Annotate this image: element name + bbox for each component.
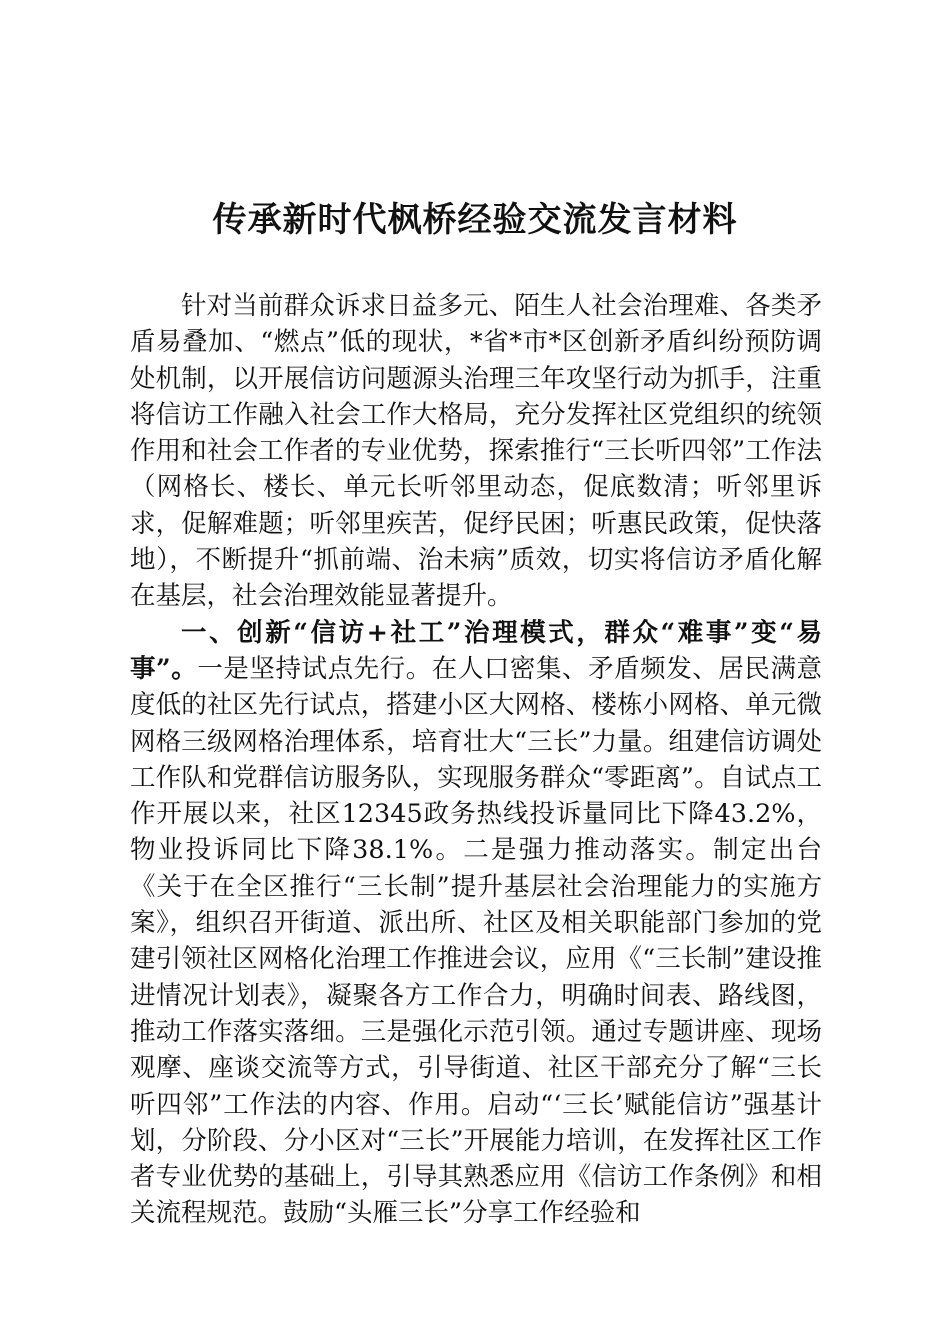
section-one-text: 一是坚持试点先行。在人口密集、矛盾频发、居民满意度低的社区先行试点，搭建小区大网格、楼栋小网格、单元微网格三级网格治理体系，培育壮大“三长”力量。组建信访调处工作队和党群信访服务队，实现服务群众“零距离”。自试点工作开展以来，社区12345政务热线投诉量同比下降43.2%，物业投诉同比下降38.1%。二是强力推动落实。制定出台《关于在全区推行“三长制”提升基层社会治理能力的实施方案》，组织召开街道、派出所、社区及相关职能部门参加的党建引领社区网格化治理工作推进会议，应用《“三长制”建设推进情况计划表》，凝聚各方工作合力，明确时间表、路线图，推动工作落实落细。三是强化示范引领。通过专题讲座、现场观摩、座谈交流等方式，引导街道、社区干部充分了解“三长听四邻”工作法的内容、作用。启动“‘三长’赋能信访”强基计划，分阶段、分小区对“三长”开展能力培训，在发挥社区工作者专业优势的基础上，引导其熟悉应用《信访工作条例》和相关流程规范。鼓励“头雁三长”分享工作经验和	[130, 653, 822, 1229]
document-body	[130, 288, 822, 1232]
section-one-heading: 一、创新“信访+社工”治理模式，群众“难事”变“易事”。	[130, 617, 822, 684]
section-one-paragraph	[130, 615, 822, 1232]
intro-paragraph: 针对当前群众诉求日益多元、陌生人社会治理难、各类矛盾易叠加、“燃点”低的现状，*省*市*区创新矛盾纠纷预防调处机制，以开展信访问题源头治理三年攻坚行动为抓手，注重将信访工作融入社会工作大格局，充分发挥社区党组织的统领作用和社会工作者的专业优势，探索推行“三长听四邻”工作法（网格长、楼长、单元长听邻里动态，促底数清；听邻里诉求，促解难题；听邻里疾苦，促纾民困；听惠民政策，促快落地），不断提升“抓前端、治未病”质效，切实将信访矛盾化解在基层，社会治理效能显著提升。	[130, 291, 822, 612]
document-title: 传承新时代枫桥经验交流发言材料	[212, 200, 738, 240]
